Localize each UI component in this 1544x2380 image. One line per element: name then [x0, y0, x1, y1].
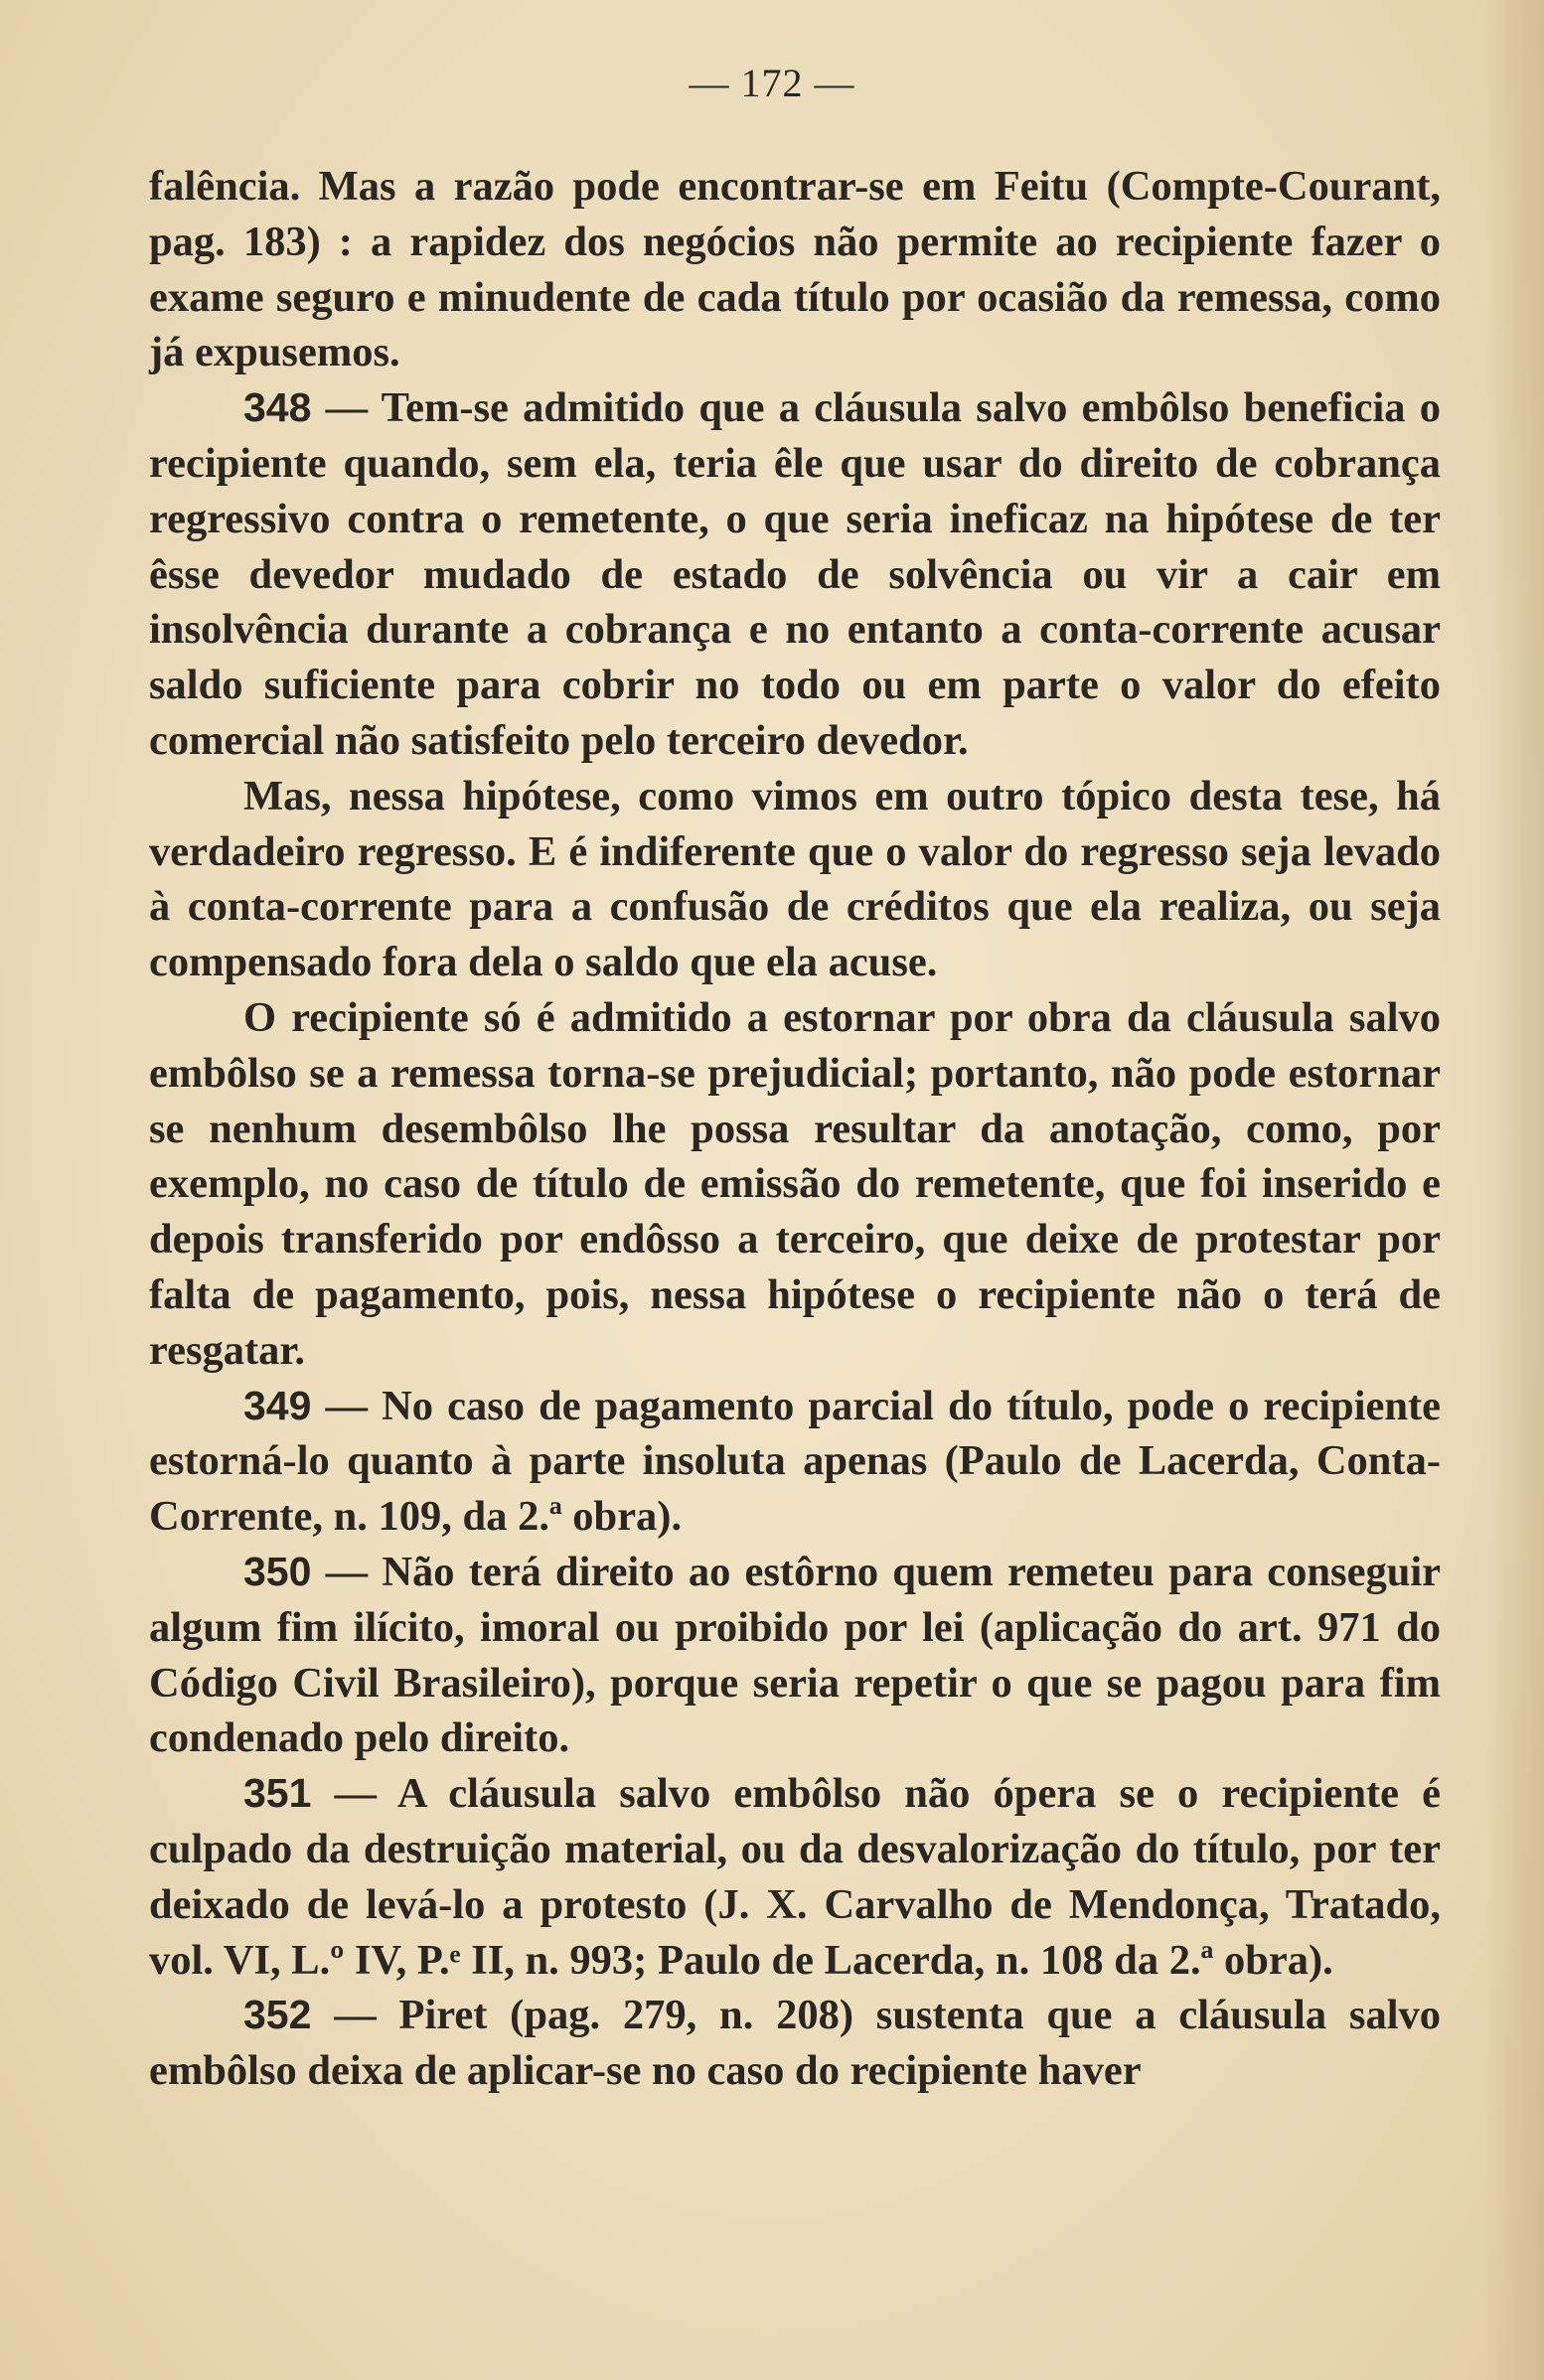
page-number: — 172 — [689, 61, 855, 105]
paragraph [149, 990, 1441, 1379]
body-text [149, 159, 1441, 2099]
paragraph-section-349 [149, 1379, 1441, 1545]
paragraph-text: Piret (pag. 279, n. 208) sustenta que a cláusula salvo embôlso deixa de aplicar-se no caso do recipiente haver [149, 1992, 1442, 2095]
paragraph-text: O recipiente só é admitido a estornar por obra da cláusula salvo embôlso se a remessa torna-se prejudicial; portanto, não pode estornar se nenhum desembôlso lhe possa resultar da anotação, como, por exemplo, no caso de título de emissão do remetente, que foi inserido e depois transferido por endôsso a terceiro, que deixe de protestar por falta de pagamento, pois, nessa hipótese o recipiente não o terá de resgatar. [149, 993, 1441, 1374]
paragraph-section-351 [149, 1766, 1441, 1988]
paragraph-text: falência. Mas a razão pode encontrar-se em Feitu (Compte-Courant, pag. 183) : a rapidez dos negócios não permite ao recipiente fazer o exame seguro e minudente de cada título por ocasião da remessa, como já expusemos. [149, 163, 1441, 376]
paragraph-text: No caso de pagamento parcial do título, pode o recipiente estorná-lo quanto à parte insoluta apenas (Paulo de Lacerda, Conta-Corrente, n. 109, da 2.ª obra). [149, 1382, 1442, 1541]
section-number: 348 [243, 384, 312, 431]
section-dash: — [311, 1382, 383, 1429]
section-number: 349 [243, 1382, 312, 1428]
paragraph-section-352 [149, 1988, 1441, 2099]
page-edge-shadow [1484, 0, 1544, 2380]
section-number: 350 [243, 1548, 312, 1594]
paragraph [149, 769, 1441, 990]
section-number: 351 [243, 1770, 312, 1817]
paragraph-continuation [149, 159, 1441, 380]
paragraph-section-350 [149, 1545, 1441, 1766]
section-dash: — [311, 384, 382, 432]
paragraph-text: Tem-se admitido que a cláusula salvo embôlso beneficia o recipiente quando, sem ela, teria êle que usar do direito de cobrança regressivo contra o remetente, o que seria ineficaz na hipótese de ter êsse devedor mudado de estado de solvência ou vir a cair em insolvência durante a cobrança e no entanto a conta-corrente acusar saldo suficiente para cobrir no todo ou em parte o valor do efeito comercial não satisfeito pelo terceiro devedor. [149, 384, 1442, 764]
paragraph-text: A cláusula salvo embôlso não ópera se o recipiente é culpado da destruição material, ou da desvalorização do título, por ter deixado de levá-lo a protesto (J. X. Carvalho de Mendonça, Tratado, vol. VI, L.º IV, P.ᵉ II, n. 993; Paulo de Lacerda, n. 108 da 2.ª obra). [149, 1770, 1442, 1984]
section-dash: — [311, 1770, 397, 1818]
paragraph-section-348 [149, 380, 1441, 769]
paragraph-text: Não terá direito ao estôrno quem remeteu para conseguir algum fim ilícito, imoral ou proibido por lei (aplicação do art. 971 do Código Civil Brasileiro), porque seria repetir o que se pagou para fim condenado pelo direito. [149, 1548, 1441, 1762]
section-number: 352 [243, 1992, 312, 2038]
paragraph-text: Mas, nessa hipótese, como vimos em outro tópico desta tese, há verdadeiro regresso. E é indiferente que o valor do regresso seja levado à conta-corrente para a confusão de créditos que ela realiza, ou seja compensado fora dela o saldo que ela acuse. [149, 772, 1441, 986]
section-dash: — [311, 1548, 383, 1595]
section-dash: — [311, 1992, 399, 2039]
